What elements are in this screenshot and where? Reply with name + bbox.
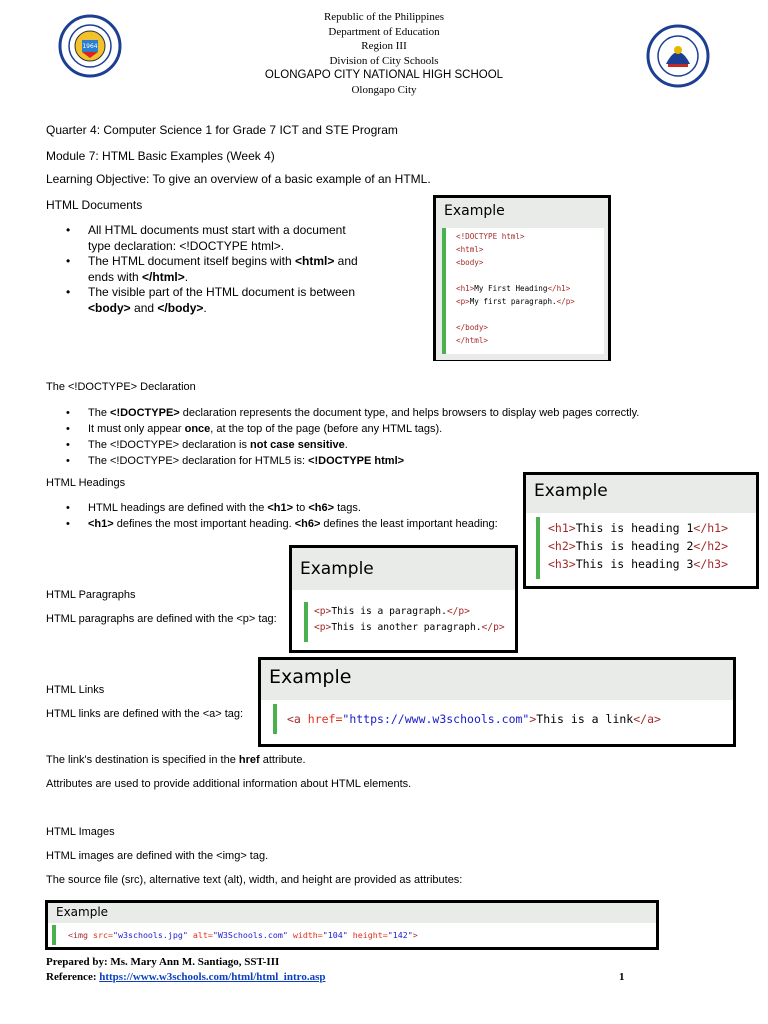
objective-text: To give an overview of a basic example of an HTML. [149, 172, 431, 186]
prepared-by: Prepared by: Ms. Mary Ann M. Santiago, SST-III [46, 956, 280, 968]
example-title: Example [444, 203, 505, 219]
header-line-deped: Department of Education [328, 25, 440, 38]
quarter-title: Quarter 4: Computer Science 1 for Grade 7 ICT and STE Program [46, 123, 398, 137]
code-block: <p>This is a paragraph.</p> <p>This is another paragraph.</p> [304, 602, 510, 642]
example-title: Example [534, 481, 608, 501]
reference-link[interactable]: https://www.w3schools.com/html/html_intro.asp [99, 971, 326, 983]
example-box-paragraphs [289, 545, 518, 653]
list-item: • The <!DOCTYPE> declaration for HTML5 is: <!DOCTYPE html> [62, 453, 722, 469]
images-text-2: The source file (src), alternative text (alt), width, and height are provided as attributes: [46, 874, 463, 886]
header-school-name: OLONGAPO CITY NATIONAL HIGH SCHOOL [264, 69, 504, 82]
doctype-bullets [62, 405, 722, 469]
paragraphs-text: HTML paragraphs are defined with the <p> tag: [46, 613, 277, 625]
headings-heading: HTML Headings [46, 477, 126, 489]
reference-label: Reference: [46, 971, 100, 983]
reference-line [46, 971, 325, 983]
headings-bullets [62, 500, 532, 532]
list-item: • The HTML document itself begins with <html> and ends with </html>. [62, 254, 362, 285]
list-item: • It must only appear once, at the top of the page (before any HTML tags). [62, 421, 722, 437]
example-box-images [45, 900, 659, 950]
learning-objective [46, 172, 431, 186]
example-box-links [258, 657, 736, 747]
page-number: 1 [619, 971, 625, 983]
objective-label: Learning Objective: [46, 172, 150, 186]
code-block: <img src="w3schools.jpg" alt="W3Schools.com" width="104" height="142"> [52, 925, 652, 945]
list-item: • HTML headings are defined with the <h1> to <h6> tags. [62, 500, 532, 516]
code-block: <h1>This is heading 1</h1> <h2>This is heading 2</h2> <h3>This is heading 3</h3> [536, 517, 752, 579]
list-item: • The <!DOCTYPE> declaration is not case sensitive. [62, 437, 722, 453]
code-block: <!DOCTYPE html> <html> <body> <h1>My First Heading</h1> <p>My first paragraph.</p> </body> </html> [442, 228, 604, 354]
example-title: Example [56, 905, 109, 919]
module-title: Module 7: HTML Basic Examples (Week 4) [46, 149, 275, 163]
list-item: • The <!DOCTYPE> declaration represents the document type, and helps browsers to display web pages correctly. [62, 405, 722, 421]
letterhead [0, 10, 768, 98]
example-title: Example [269, 666, 352, 688]
header-city: Olongapo City [351, 83, 417, 96]
link-destination-text: The link's destination is specified in the href attribute. [46, 754, 306, 766]
doctype-heading: The <!DOCTYPE> Declaration [46, 381, 196, 393]
list-item: • The visible part of the HTML document is between <body> and </body>. [62, 285, 362, 316]
documents-heading: HTML Documents [46, 198, 143, 212]
list-item: • All HTML documents must start with a document type declaration: <!DOCTYPE html>. [62, 223, 362, 254]
example-box-headings [523, 472, 759, 589]
links-text: HTML links are defined with the <a> tag: [46, 708, 244, 720]
paragraphs-heading: HTML Paragraphs [46, 589, 136, 601]
example-box-document [433, 195, 611, 361]
header-line-republic: Republic of the Philippines [323, 11, 445, 23]
attributes-text: Attributes are used to provide additional information about HTML elements. [46, 778, 412, 790]
code-block: <a href="https://www.w3schools.com">This is a link</a> [273, 704, 723, 734]
svg-text:1964: 1964 [82, 43, 98, 50]
images-heading: HTML Images [46, 826, 115, 838]
images-text-1: HTML images are defined with the <img> tag. [46, 850, 269, 862]
documents-bullets [62, 223, 362, 316]
example-title: Example [300, 559, 374, 579]
header-line-region: Region III [361, 40, 407, 53]
header-line-division: Division of City Schools [329, 54, 439, 67]
links-heading: HTML Links [46, 684, 105, 696]
list-item: • <h1> defines the most important heading. <h6> defines the least important heading: [62, 516, 532, 532]
